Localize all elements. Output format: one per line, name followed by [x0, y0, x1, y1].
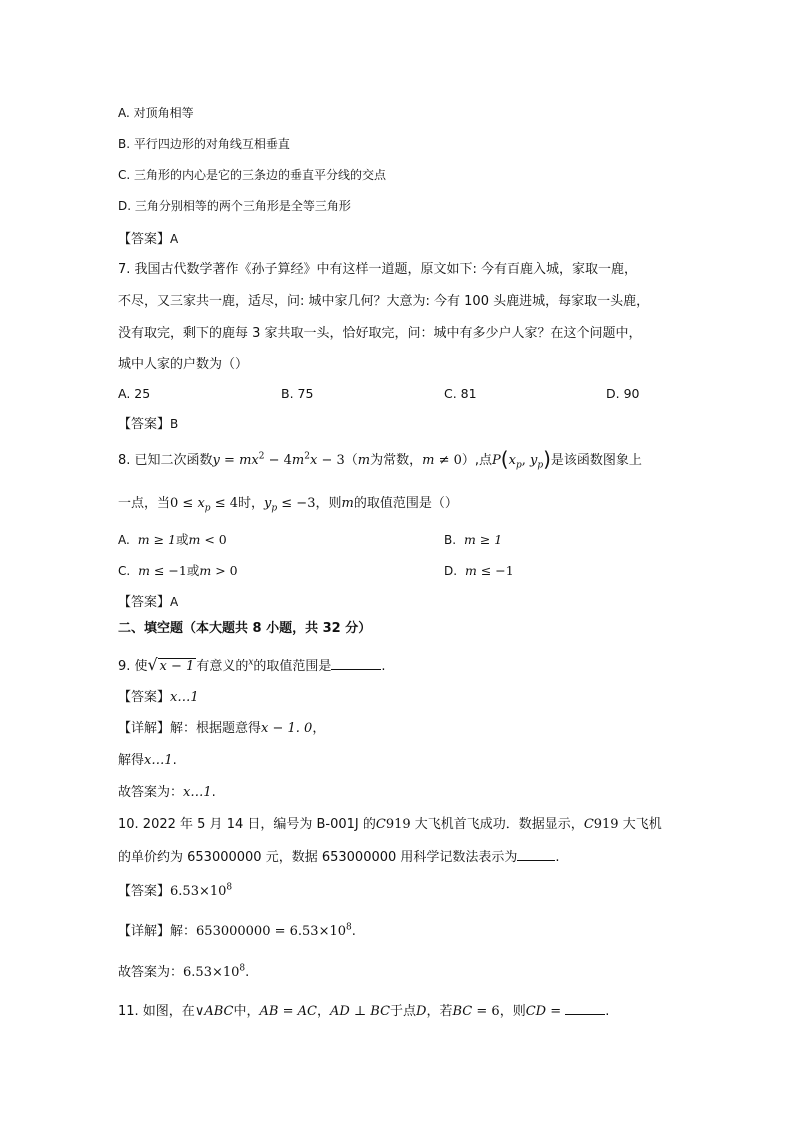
text: 解得	[118, 753, 145, 768]
q7-option-a: A. 25	[118, 386, 151, 401]
answer-label: 【答案】	[118, 884, 171, 899]
math-op: ≤ −3	[277, 496, 316, 511]
option-a-prev: A. 对顶角相等	[118, 106, 194, 120]
math-op: − 3	[317, 453, 345, 468]
math-var: m	[291, 453, 305, 468]
answer-label: 【答案】	[118, 417, 171, 432]
radicand: x − 1	[159, 659, 195, 674]
math-var: m	[357, 453, 371, 468]
math-var: x	[197, 496, 205, 511]
text: 或	[186, 563, 200, 578]
math-expr: x − 1. 0	[261, 721, 313, 736]
math-op: > 0	[211, 563, 238, 578]
option-c-prev: C. 三角形的内心是它的三条边的垂直平分线的交点	[118, 168, 387, 182]
q7-option-b: B. 75	[281, 386, 314, 401]
answer-prev	[118, 229, 178, 250]
answer-blank	[565, 1000, 605, 1015]
q7-line1: 7. 我国古代数学著作《孙子算经》中有这样一道题，原文如下: 今有百鹿入城，家取一鹿，	[118, 262, 638, 277]
math-var: y	[264, 496, 272, 511]
math-sup: 8	[346, 922, 352, 933]
math-var: BC	[452, 1004, 473, 1019]
text: ，	[312, 721, 326, 736]
math-var: m	[465, 563, 477, 578]
q7-option-d: D. 90	[606, 386, 640, 401]
text: 大飞机	[618, 817, 662, 832]
q8-option-b	[444, 530, 502, 550]
option-letter: A.	[118, 533, 130, 547]
q8-point-text: ,点	[474, 453, 493, 468]
q10-final	[118, 963, 249, 983]
math-op: < 0	[200, 532, 227, 547]
math-op: =	[278, 1004, 298, 1019]
math-expr: 6.53×10	[183, 965, 240, 980]
math-var: mx	[239, 453, 259, 468]
answer-label: 【答案】	[118, 232, 171, 247]
text: 故答案为：	[118, 785, 184, 800]
q8-prefix: 8. 已知二次函数	[118, 453, 213, 468]
math-sub: p	[537, 460, 544, 471]
q7-line2: 不尽，又三家共一鹿，适尽，问: 城中家几何？大意为: 今有 100 头鹿进城，每家取一头鹿，	[118, 294, 650, 309]
math-var: C	[375, 817, 386, 832]
text: 于点	[390, 1004, 417, 1019]
option-letter: D.	[444, 564, 458, 578]
math-sup: 8	[239, 963, 246, 974]
text: .	[605, 1004, 610, 1019]
answer-value: x…1	[170, 690, 199, 705]
math-sub: p	[271, 503, 278, 514]
text: 有意义的	[196, 659, 249, 674]
math-op: ≥	[475, 532, 495, 547]
q7-line4: 城中人家的户数为（）	[118, 357, 249, 372]
text: 大飞机首飞成功．数据显示，	[410, 817, 584, 832]
math-op: ≠ 0	[434, 453, 462, 468]
math-num: 1	[494, 532, 503, 547]
text: .	[172, 753, 177, 768]
q10-detail	[118, 922, 356, 942]
math-op: − 4	[264, 453, 292, 468]
option-letter: B.	[444, 533, 457, 547]
math-var: BC	[370, 1004, 391, 1019]
paren: ）	[461, 453, 475, 468]
option-letter: C.	[118, 564, 131, 578]
text: .	[381, 659, 386, 674]
math-var: P	[492, 453, 501, 468]
text: 故答案为：	[118, 965, 184, 980]
q7-line3: 没有取完，剩下的鹿每 3 家共取一头，恰好取完，问：城中有多少户人家？在这个问题中，	[118, 326, 642, 341]
math-var: y	[212, 453, 220, 468]
text: 或	[176, 532, 189, 547]
q9-line	[118, 655, 386, 677]
answer-value: B	[170, 417, 179, 431]
math-op: = 6	[472, 1004, 500, 1019]
math-var: m	[188, 532, 201, 547]
q8-line1: 8. 已知二次函数$y = mx^2 - 4m^2x - 3(m$为常数，m ≠ 0）,点$P(x_p$, $y_p$)是该函数图象上	[118, 447, 642, 471]
text: 10. 2022 年 5 月 14 日，编号为 B-001J 的	[118, 817, 376, 832]
math-op: ≤ −1	[150, 563, 187, 578]
text: .	[555, 850, 560, 865]
math-var: D	[416, 1004, 427, 1019]
math-var: y	[529, 453, 538, 468]
text: 解：根据题意得	[170, 721, 262, 736]
q9-final	[118, 783, 216, 803]
math-var: m	[137, 532, 150, 547]
math-op: =	[546, 1004, 566, 1019]
text: .	[351, 924, 356, 939]
q7-option-c: C. 81	[444, 386, 477, 401]
math-var: x	[309, 453, 318, 468]
text: ，	[316, 1004, 330, 1019]
math-var: AD	[329, 1004, 350, 1019]
q10-line2	[118, 846, 560, 868]
math-var: m	[341, 496, 354, 511]
text: 9. 使	[118, 659, 148, 674]
text: ，若	[426, 1004, 453, 1019]
q9-detail	[118, 719, 325, 739]
math-expr: ∨ABC	[194, 1004, 234, 1019]
q10-line1	[118, 815, 662, 835]
q8-option-c	[118, 561, 238, 581]
math-expr: 653000000 = 6.53×10	[196, 924, 347, 939]
q8-option-d	[444, 561, 514, 581]
math-num: 919	[385, 817, 411, 832]
option-d-prev: D. 三角分别相等的两个三角形是全等三角形	[118, 199, 351, 213]
math-var: m	[464, 532, 476, 547]
math-sup: 8	[226, 882, 233, 893]
q7-answer	[118, 414, 178, 435]
answer-value: A	[170, 232, 179, 246]
math-expr: 6.53×10	[170, 884, 227, 899]
text: .	[245, 965, 250, 980]
sqrt-expression: √ x − 1	[147, 655, 195, 674]
text: 一点，当	[118, 496, 171, 511]
text: 解：	[170, 924, 197, 939]
math-var: m	[422, 453, 435, 468]
math-var: AB	[259, 1004, 279, 1019]
text: .	[211, 785, 216, 800]
text: ，则	[499, 1004, 526, 1019]
text: 时，	[238, 496, 265, 511]
text: 11. 如图，在	[118, 1004, 195, 1019]
math-sub: p	[204, 503, 211, 514]
text: 的单价约为 653000000 元，数据 653000000 用科学记数法表示为	[118, 850, 518, 865]
section-heading: 二、填空题（本大题共 8 小题，共 32 分）	[118, 621, 372, 636]
math-num: 919	[593, 817, 619, 832]
answer-blank	[517, 846, 555, 861]
q11-line	[118, 1000, 609, 1022]
q8-line2	[118, 494, 458, 514]
detail-label: 【详解】	[118, 924, 171, 939]
q8-option-a	[118, 530, 227, 550]
text: 的取值范围是	[253, 659, 332, 674]
text: 中，	[233, 1004, 260, 1019]
math-op: =	[219, 453, 240, 468]
math-expr: x…1	[144, 753, 173, 768]
detail-label: 【详解】	[118, 721, 171, 736]
answer-label: 【答案】	[118, 690, 171, 705]
math-var: AC	[297, 1004, 317, 1019]
math-op: ≤ −1	[476, 563, 514, 578]
math-sub: p	[515, 460, 522, 471]
math-op: ⊥	[349, 1004, 371, 1019]
q10-answer	[118, 882, 232, 902]
math-op: ≥	[149, 532, 169, 547]
text: 的取值范围是（）	[353, 496, 458, 511]
paren: （	[344, 453, 358, 468]
q8-cond: 为常数，	[370, 453, 423, 468]
math-num: 1	[168, 532, 176, 547]
math-var: C	[583, 817, 594, 832]
math-op: ≤ 4	[210, 496, 238, 511]
q9-answer	[118, 688, 199, 708]
answer-blank	[331, 655, 381, 670]
math-var: m	[199, 563, 212, 578]
answer-label: 【答案】	[118, 595, 171, 610]
math-var: m	[138, 563, 151, 578]
math-var: x	[508, 453, 516, 468]
math-var: CD	[525, 1004, 547, 1019]
text: ，则	[315, 496, 342, 511]
q8-tail: 是该函数图象上	[550, 453, 642, 468]
answer-value: A	[170, 595, 179, 609]
q8-answer	[118, 592, 178, 613]
math-var: x	[248, 657, 254, 668]
option-b-prev: B. 平行四边形的对角线互相垂直	[118, 137, 290, 151]
math-expr: x…1	[183, 785, 212, 800]
q9-solve	[118, 751, 177, 771]
math-op: 0 ≤	[170, 496, 198, 511]
